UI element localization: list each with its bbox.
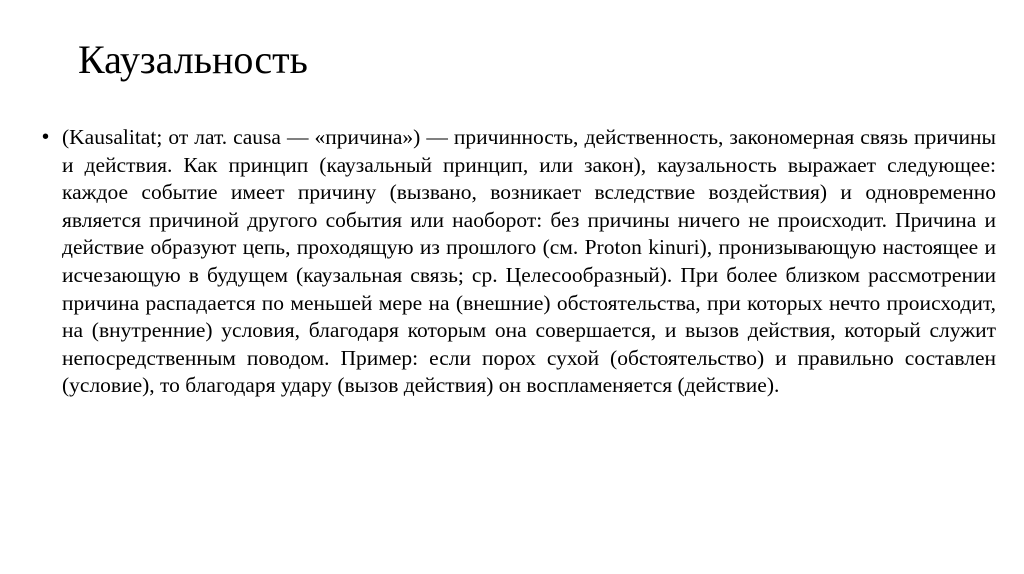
slide-body: [42, 124, 996, 400]
bullet-text: (Kausalitat; от лат. causa — «причина») — причинность, действенность, закономерная связь причины и действия. Как принцип (каузальный принцип, или закон), каузальность выражает следующее: каждое событие имеет причину (вызвано, возникает вследствие воздействия) и одновременно является причиной другого события или наоборот: без причины ничего не происходит. Причина и действие образуют цепь, проходящую из прошлого (см. Proton kinuri), пронизывающую настоящее и исчезающую в будущем (каузальная связь; ср. Целесообразный). При более близком рассмотрении причина распадается по меньшей мере на (внешние) обстоятельства, при которых нечто происходит, на (внутренние) условия, благодаря которым она совершается, и вызов действия, который служит непосредственным поводом. Пример: если порох сухой (обстоятельство) и правильно составлен (условие), то благодаря удару (вызов действия) он воспламеняется (действие).: [62, 125, 996, 398]
bullet-item: [42, 124, 996, 400]
bullet-marker: •: [42, 126, 50, 148]
slide-title: Каузальность: [78, 37, 308, 82]
